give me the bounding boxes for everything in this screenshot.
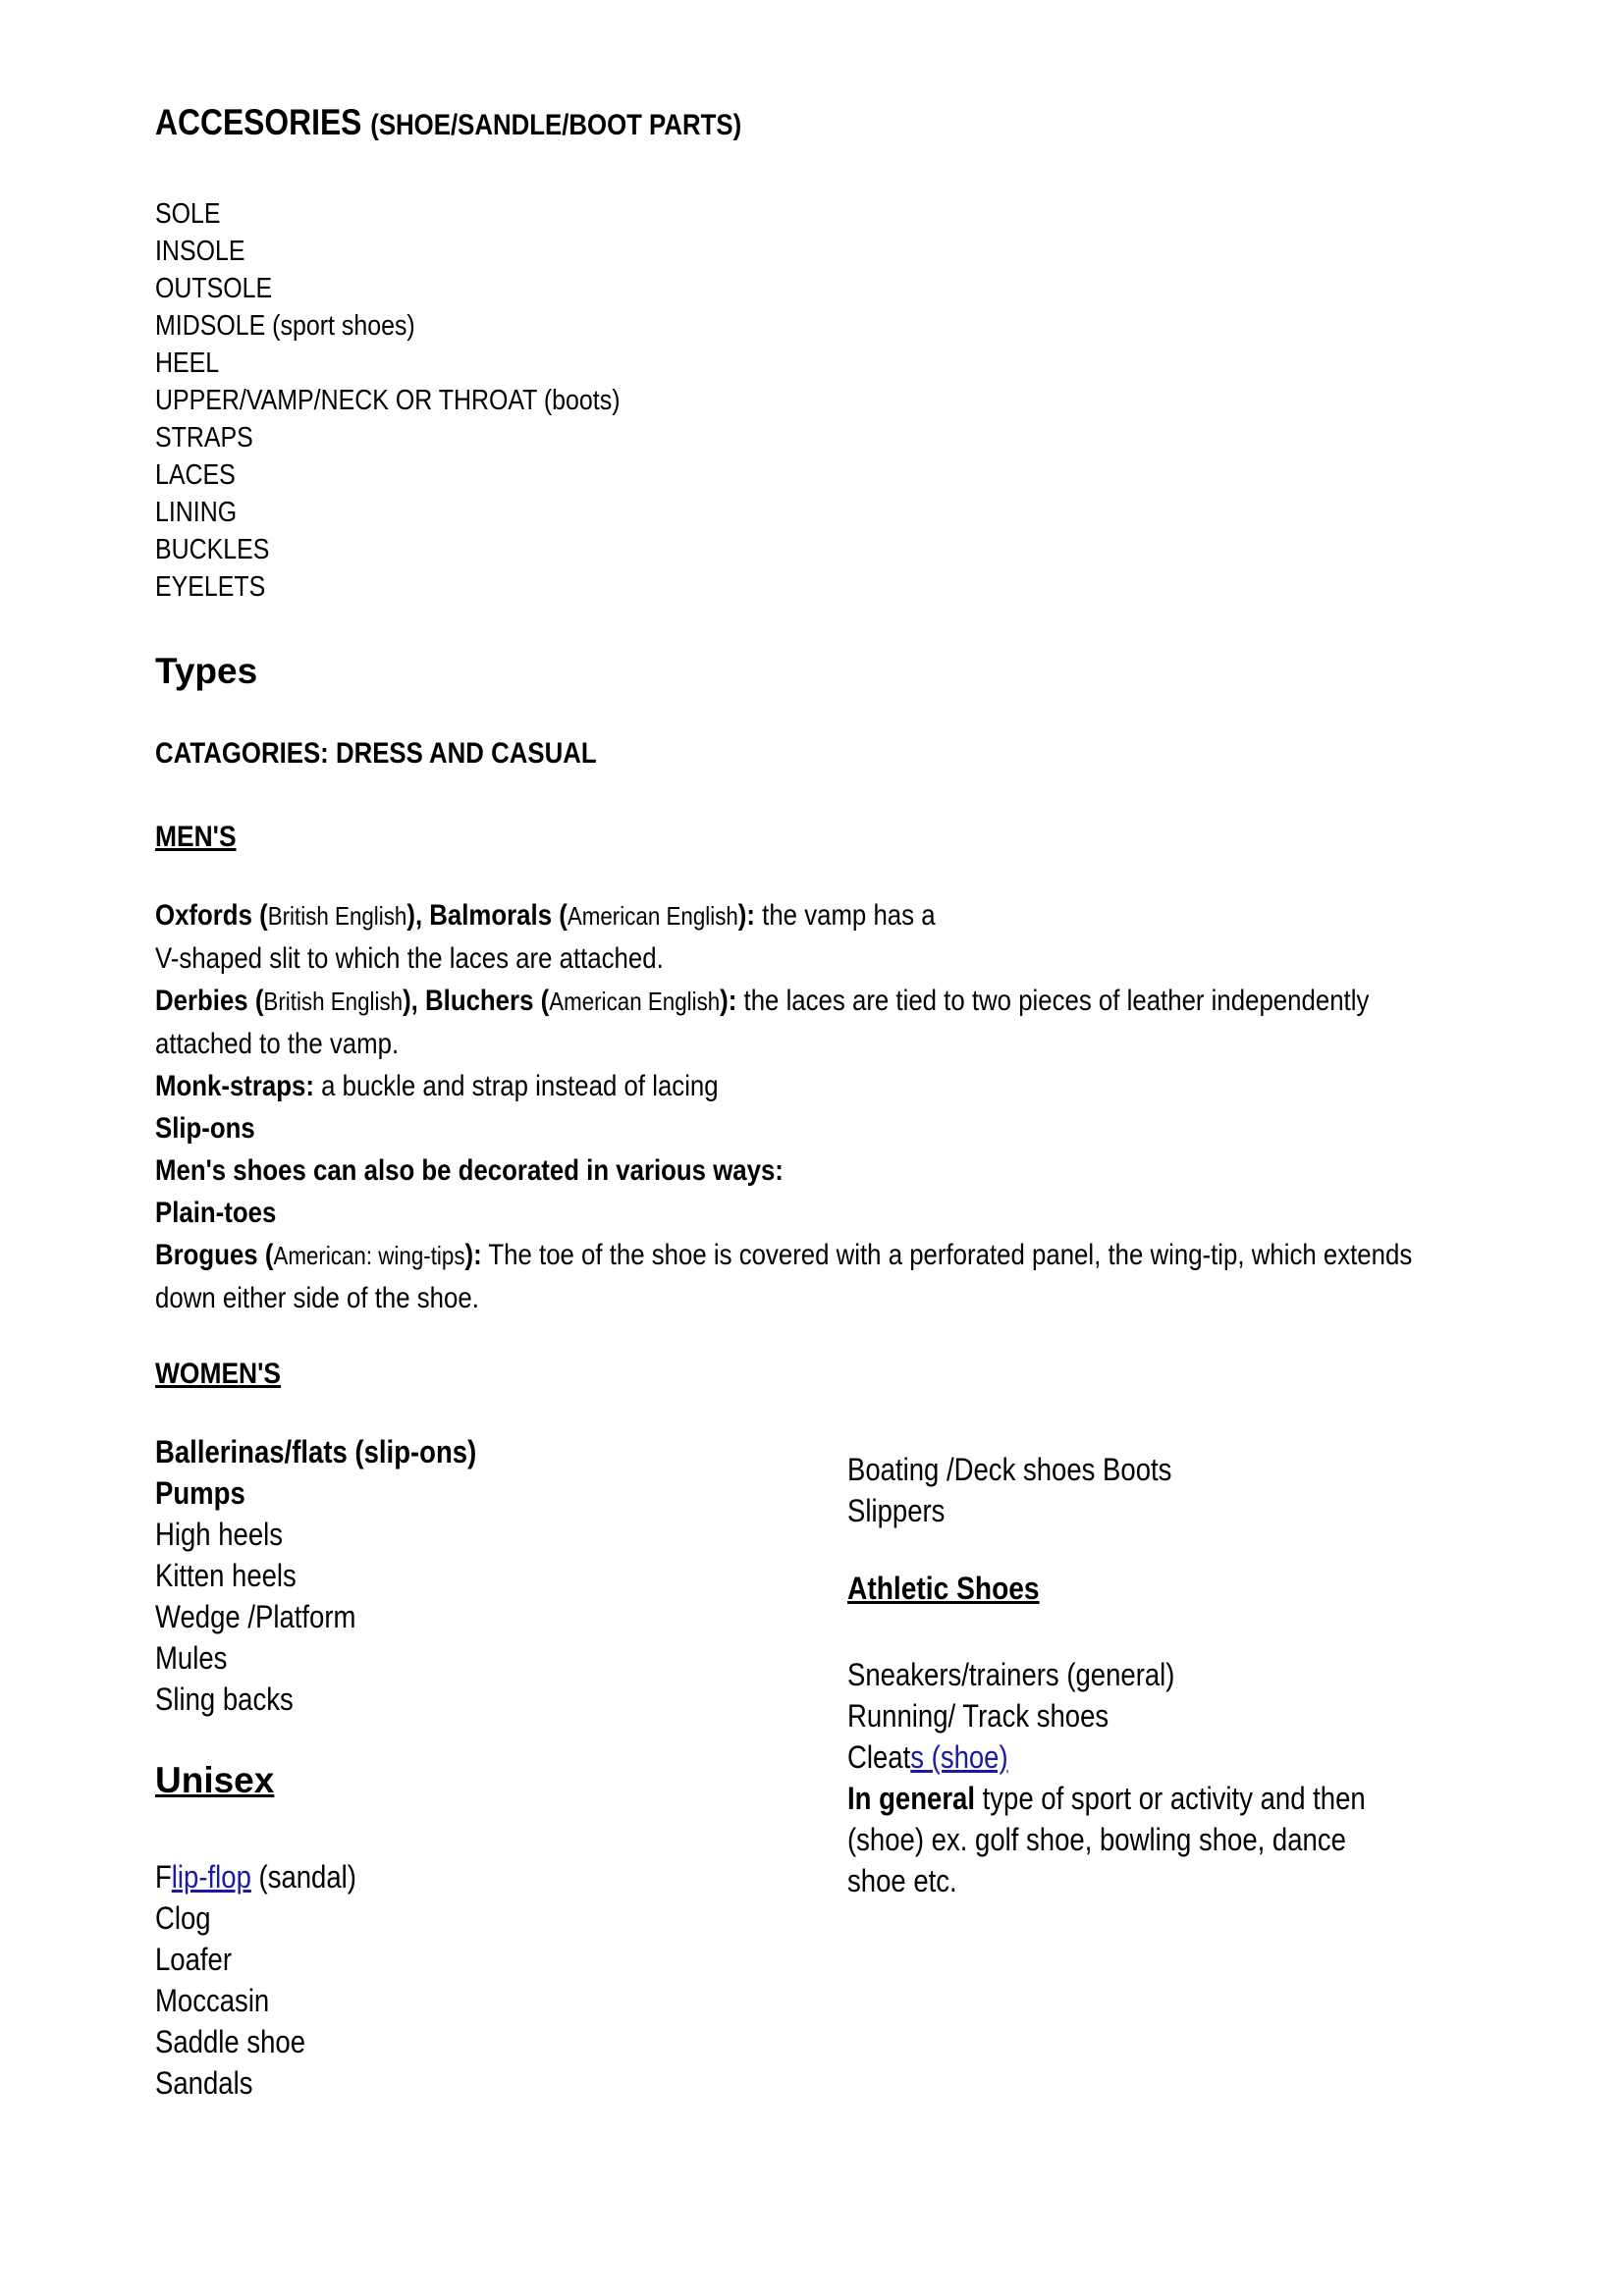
list-item: Ballerinas/flats (slip-ons)	[155, 1434, 477, 1469]
list-item: HEEL	[155, 347, 220, 379]
list-item: Running/ Track shoes	[847, 1698, 1109, 1734]
list-item: Boating /Deck shoes Boots	[847, 1452, 1172, 1487]
list-item: Mules	[155, 1640, 228, 1676]
title-subtitle: (SHOE/SANDLE/BOOT PARTS)	[370, 109, 742, 141]
womens-list	[155, 1431, 529, 1720]
oxfords-text: the vamp has a	[754, 899, 936, 932]
oxfords-colon: ):	[737, 899, 755, 932]
brogues-colon: ):	[464, 1239, 482, 1271]
decorated-entry: Men's shoes can also be decorated in various ways:	[155, 1154, 784, 1187]
list-item: Sling backs	[155, 1682, 294, 1717]
slipons-entry: Slip-ons	[155, 1112, 255, 1145]
brogues-term: Brogues (	[155, 1239, 274, 1271]
monk-text: a buckle and strap instead of lacing	[313, 1070, 719, 1102]
list-item: SOLE	[155, 198, 221, 230]
list-item: Loafer	[155, 1942, 233, 1977]
plaintoes-entry: Plain-toes	[155, 1197, 277, 1229]
flipflop-prefix: F	[155, 1859, 172, 1895]
list-item: Kitten heels	[155, 1558, 297, 1593]
list-item: OUTSOLE	[155, 273, 273, 304]
monk-term: Monk-straps:	[155, 1070, 314, 1102]
balmorals-note: American English	[567, 901, 738, 931]
derbies-note: British English	[263, 987, 404, 1016]
womens-heading: WOMEN'S	[155, 1358, 282, 1390]
in-general-term: In general	[847, 1781, 975, 1816]
in-general-text	[847, 1778, 1387, 1901]
list-item: Clog	[155, 1900, 211, 1936]
athletic-list	[847, 1654, 1228, 1778]
monk-entry	[155, 1065, 1473, 1107]
list-item: BUCKLES	[155, 534, 270, 565]
brogues-note: American: wing-tips	[273, 1241, 465, 1270]
list-item: Sandals	[155, 2065, 253, 2101]
mens-section	[155, 894, 1473, 1319]
list-item: MIDSOLE (sport shoes)	[155, 310, 415, 342]
unisex-heading: Unisex	[155, 1760, 275, 1800]
list-item-flipflop	[155, 1856, 356, 1897]
list-item: Pumps	[155, 1475, 245, 1511]
unisex-list	[155, 1856, 389, 2104]
parts-list	[155, 195, 696, 606]
oxfords-note: British English	[267, 901, 407, 931]
accessories-title	[155, 102, 741, 143]
list-item: STRAPS	[155, 422, 253, 454]
list-item: Wedge /Platform	[155, 1599, 356, 1634]
list-item: Slippers	[847, 1493, 946, 1528]
list-item: UPPER/VAMP/NECK OR THROAT (boots)	[155, 385, 621, 416]
list-item: EYELETS	[155, 571, 266, 603]
brogues-text: The toe of the shoe is covered with a perforated panel, the wing-tip, which extends down either side of the shoe.	[155, 1239, 1413, 1314]
types-heading: Types	[155, 651, 258, 691]
derbies-text: the laces are tied to two pieces of leather independently attached to the vamp.	[155, 985, 1370, 1060]
list-item: LACES	[155, 459, 236, 491]
balmorals-term: ), Balmorals (	[406, 899, 568, 932]
flipflop-link[interactable]: lip-flop	[171, 1859, 251, 1895]
categories-heading: CATAGORIES: DRESS AND CASUAL	[155, 737, 597, 770]
list-item: INSOLE	[155, 236, 245, 267]
oxfords-term: Oxfords (	[155, 899, 268, 932]
list-item: Sneakers/trainers (general)	[847, 1657, 1175, 1692]
athletic-heading: Athletic Shoes	[847, 1571, 1040, 1606]
in-general-body: type of sport or activity and then (shoe) ex. golf shoe, bowling shoe, dance shoe etc.	[847, 1781, 1366, 1898]
derbies-term: Derbies (	[155, 985, 264, 1017]
cleats-link[interactable]: s (shoe)	[910, 1739, 1008, 1775]
right-list	[847, 1449, 1224, 1531]
oxfords-entry-cont: V-shaped slit to which the laces are attached.	[155, 942, 664, 975]
list-item-cleats	[847, 1736, 1174, 1778]
list-item: Saddle shoe	[155, 2024, 306, 2059]
title-main: ACCESORIES	[155, 102, 362, 142]
flipflop-suffix: (sandal)	[250, 1859, 356, 1895]
derbies-entry	[155, 980, 1473, 1065]
in-general-paragraph	[847, 1778, 1387, 1901]
cleats-prefix: Cleat	[847, 1739, 911, 1775]
mens-heading: MEN'S	[155, 821, 237, 853]
derbies-colon: ):	[720, 985, 737, 1017]
list-item: High heels	[155, 1517, 284, 1552]
oxfords-entry	[155, 894, 1473, 937]
list-item: LINING	[155, 497, 238, 528]
list-item: Moccasin	[155, 1983, 270, 2018]
brogues-entry	[155, 1234, 1473, 1319]
bluchers-note: American English	[549, 987, 721, 1016]
bluchers-term: ), Bluchers (	[403, 985, 550, 1017]
